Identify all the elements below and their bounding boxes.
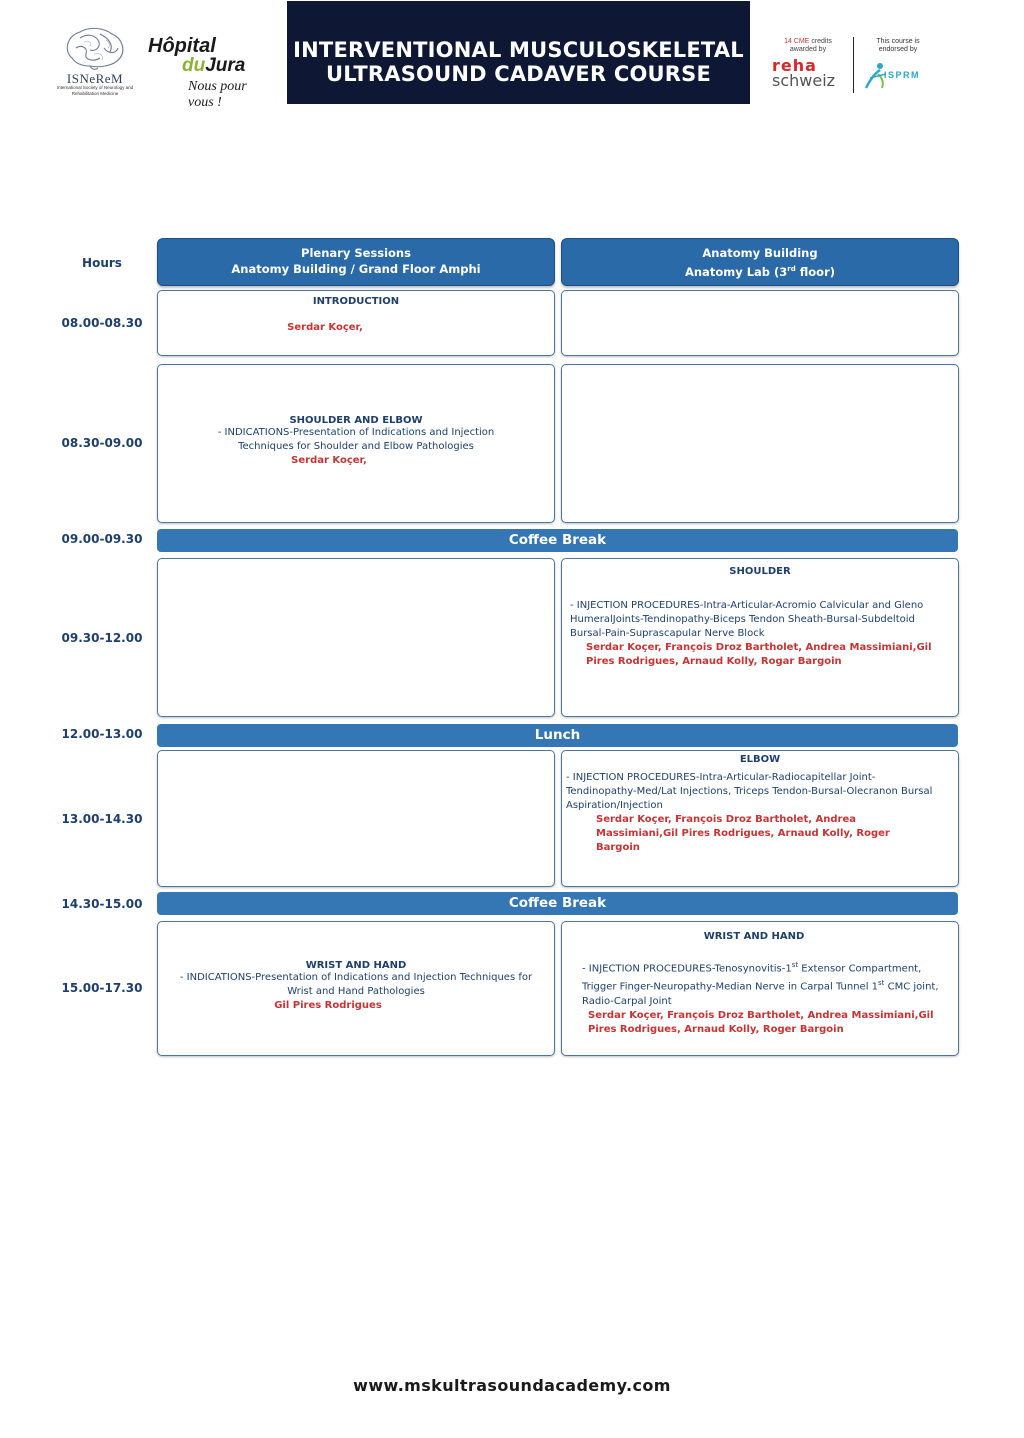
- cme-credits-note: [770, 38, 846, 54]
- column-header-plenary: [157, 238, 555, 286]
- desc-part3: CMC joint, Radio-Carpal Joint: [582, 981, 939, 1007]
- cell-empty-lab-0800: [561, 290, 959, 356]
- cell-title: SHOULDER: [729, 566, 791, 577]
- time-slot-0900: 09.00-09.30: [61, 532, 143, 546]
- cell-title: SHOULDER AND ELBOW: [289, 415, 423, 426]
- lunch-bar: Lunch: [157, 724, 958, 747]
- isprm-logo: [862, 60, 942, 90]
- cell-empty-lab-0830: [561, 364, 959, 523]
- cell-title: WRIST AND HAND: [703, 931, 805, 942]
- cell-description: [562, 958, 958, 1009]
- time-slot-1500: 15.00-17.30: [61, 981, 143, 995]
- coffee-break-bar: Coffee Break: [157, 892, 958, 915]
- du-jura-word: [148, 56, 270, 75]
- schweiz-word: schweiz: [772, 71, 836, 90]
- coffee-break-bar: Coffee Break: [157, 529, 958, 552]
- cell-wrist-hand-indications: [157, 921, 555, 1056]
- speaker-names: Serdar Koçer,: [291, 455, 367, 466]
- time-slot-0830: 08.30-09.00: [61, 436, 143, 450]
- du-word: du: [182, 55, 206, 76]
- hopital-du-jura-logo: [148, 35, 270, 110]
- hours-label: Hours: [82, 256, 122, 270]
- cell-title: WRIST AND HAND: [305, 960, 407, 971]
- time-slot-1430: 14.30-15.00: [61, 897, 143, 911]
- ordinal-sup: st: [878, 979, 885, 988]
- time-slot-0930: 09.30-12.00: [61, 631, 143, 645]
- time-slot-1200: 12.00-13.00: [61, 727, 143, 741]
- plenary-header-line1: Plenary Sessions: [301, 246, 411, 260]
- reha-word: reha: [772, 56, 817, 75]
- jura-word: Jura: [205, 55, 246, 76]
- isnerem-logo: [48, 24, 142, 106]
- ordinal-sup: st: [791, 961, 799, 969]
- cell-shoulder-procedures: [561, 558, 959, 717]
- cell-description: - INJECTION PROCEDURES-Intra-Articular-Acromio Calvicular and Gleno HumeralJoints-Tendinopathy-Biceps Tendon Sheath-Bursal-Subdeltoid Bursal-Pain-Suprascapular Nerve Block: [570, 600, 924, 639]
- cell-title: ELBOW: [739, 754, 781, 765]
- desc-part2: Extensor Compartment, Trigger Finger-Neuropathy-Median Nerve in Carpal Tunnel 1: [582, 963, 922, 993]
- endorsed-note: [862, 38, 934, 54]
- floor-text: floor): [795, 264, 836, 279]
- brain-icon: [60, 24, 130, 72]
- endorse-line2: endorsed by: [878, 46, 918, 53]
- speaker-names: Gil Pires Rodrigues: [274, 1000, 382, 1011]
- cell-description: - INDICATIONS-Presentation of Indications and Injection Techniques for Wrist and Hand Pathologies: [179, 972, 533, 997]
- plenary-header-line2: Anatomy Building / Grand Floor Amphi: [231, 262, 481, 276]
- endorse-line1: This course is: [876, 38, 920, 45]
- cell-wrist-hand-procedures: [561, 921, 959, 1056]
- isnerem-name: ISNeReM: [66, 71, 124, 86]
- cell-title: INTRODUCTION: [312, 296, 400, 307]
- cme-credits-suffix: credits: [811, 38, 832, 45]
- course-title-line2: ULTRASOUND CADAVER COURSE: [325, 62, 711, 86]
- footer-website-link[interactable]: www.mskultrasoundacademy.com: [353, 1376, 671, 1395]
- cme-awarded-by: awarded by: [789, 46, 827, 53]
- speaker-names: Serdar Koçer, François Droz Bartholet, Andrea Massimiani,Gil Pires Rodrigues, Arnaud Kolly, Roger Bargoin: [596, 814, 890, 853]
- cell-elbow-procedures: [561, 750, 959, 887]
- anatomy-header-line1: Anatomy Building: [702, 246, 818, 260]
- isprm-text: ISPRM: [884, 70, 921, 80]
- ordinal-sup: rd: [787, 265, 796, 273]
- cell-description: - INJECTION PROCEDURES-Intra-Articular-Radiocapitellar Joint-Tendinopathy-Med/Lat Injections, Triceps Tendon-Bursal-Olecranon Bursal Aspiration/Injection: [566, 772, 933, 811]
- time-slot-0800: 08.00-08.30: [61, 316, 143, 330]
- hopital-word: Hôpital: [148, 35, 216, 57]
- cell-description: - INDICATIONS-Presentation of Indications and Injection Techniques for Shoulder and Elbow Pathologies: [217, 427, 495, 452]
- cme-credits-count: 14 CME: [784, 38, 810, 45]
- cell-shoulder-elbow-indications: [157, 364, 555, 523]
- course-title-banner: [287, 1, 750, 104]
- reha-schweiz-logo: [772, 58, 852, 88]
- course-title-line1: INTERVENTIONAL MUSCULOSKELETAL: [293, 38, 744, 62]
- speaker-names: Serdar Koçer, François Droz Bartholet, Andrea Massimiani,Gil Pires Rodrigues, Arnaud Kolly, Roger Bargoin: [588, 1009, 934, 1035]
- speaker-names: Serdar Koçer,: [287, 322, 363, 333]
- anatomy-lab-text: Anatomy Lab (3: [684, 264, 788, 279]
- anatomy-header-line2: [562, 261, 958, 280]
- desc-part1: - INJECTION PROCEDURES-Tenosynovitis-1: [582, 963, 792, 975]
- cell-empty-plenary-1300: [157, 750, 555, 887]
- column-header-anatomy: [561, 238, 959, 286]
- speaker-names: Serdar Koçer, François Droz Bartholet, Andrea Massimiani,Gil Pires Rodrigues, Arnaud Kolly, Rogar Bargoin: [586, 642, 932, 667]
- logo-divider: [853, 37, 854, 93]
- cell-introduction: [157, 290, 555, 356]
- hopital-tagline: Nous pour vous !: [188, 79, 247, 110]
- isnerem-subtitle: International Society of Neurology and Rehabilitation Medicine: [56, 85, 134, 96]
- time-slot-1300: 13.00-14.30: [61, 812, 143, 826]
- cell-empty-plenary-0930: [157, 558, 555, 717]
